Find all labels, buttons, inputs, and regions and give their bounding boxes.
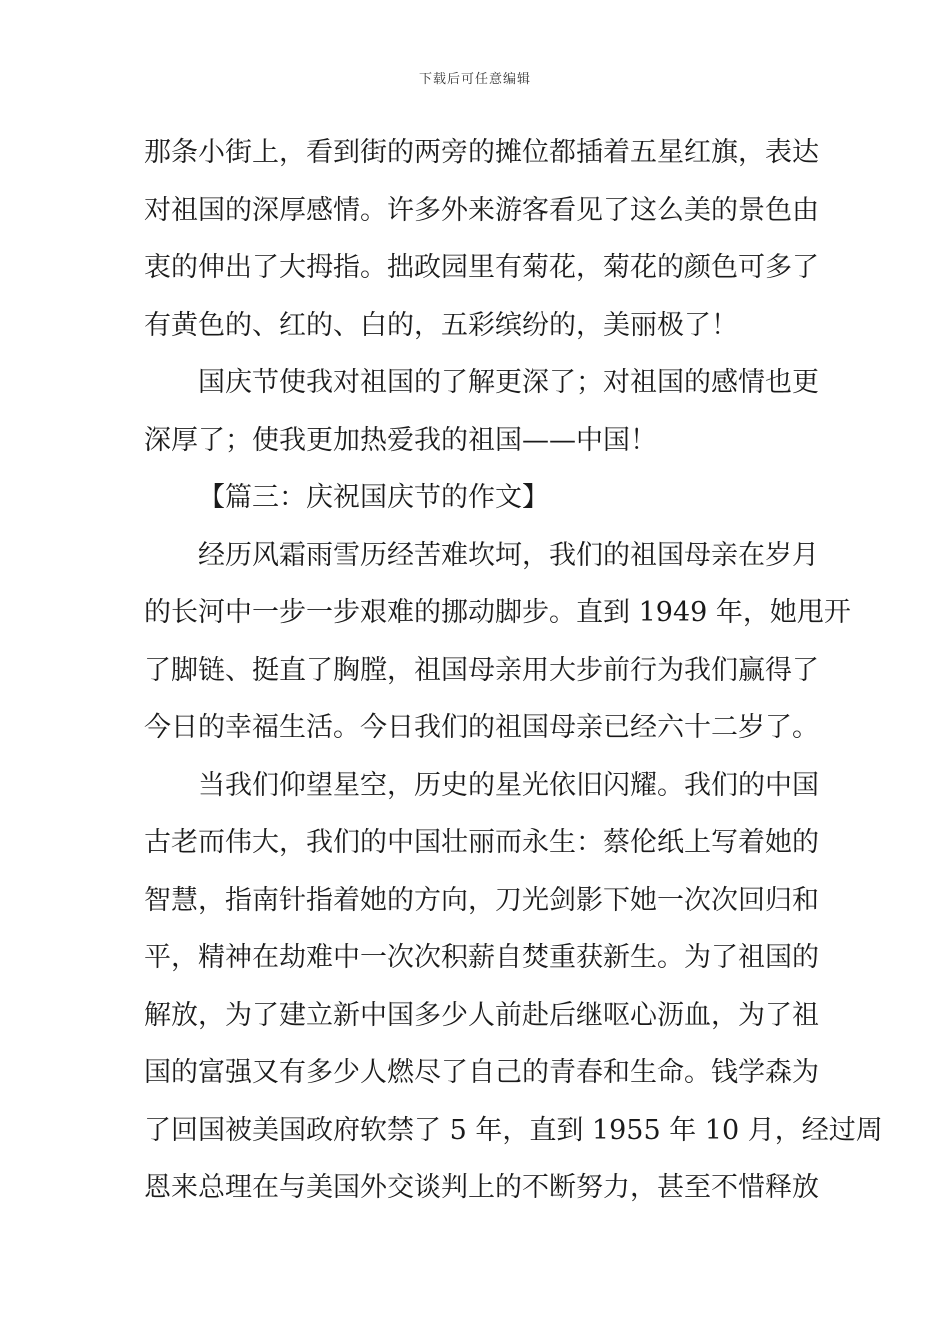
text-line: 有黄色的、红的、白的，五彩缤纷的，美丽极了！ (144, 309, 738, 341)
page-header-note: 下载后可任意编辑 (418, 72, 531, 87)
text-line: 平，精神在劫难中一次次积薪自焚重获新生。为了祖国的 (144, 942, 819, 973)
text-line: 深厚了；使我更加热爱我的祖国——中国！ (144, 424, 657, 456)
text-line: 经历风霜雨雪历经苦难坎坷，我们的祖国母亲在岁月 (198, 539, 819, 571)
text-line: 的长河中一步一步艰难的挪动脚步。直到 1949 年，她甩开 (144, 597, 851, 628)
text-line: 那条小街上，看到街的两旁的摊位都插着五星红旗，表达 (144, 137, 819, 168)
text-line: 国庆节使我对祖国的了解更深了；对祖国的感情也更 (198, 367, 819, 398)
document-body (144, 124, 883, 1217)
text-line: 了回国被美国政府软禁了 5 年，直到 1955 年 10 月，经过周 (144, 1114, 883, 1146)
text-line: 恩来总理在与美国外交谈判上的不断努力，甚至不惜释放 (144, 1172, 819, 1203)
text-line: 今日的幸福生活。今日我们的祖国母亲已经六十二岁了。 (144, 712, 819, 743)
text-line: 了脚链、挺直了胸膛，祖国母亲用大步前行为我们赢得了 (144, 654, 819, 686)
section-heading: 【篇三：庆祝国庆节的作文】 (198, 482, 549, 513)
text-line: 对祖国的深厚感情。许多外来游客看见了这么美的景色由 (144, 194, 819, 226)
text-line: 衷的伸出了大拇指。拙政园里有菊花，菊花的颜色可多了 (144, 252, 819, 283)
text-line: 古老而伟大，我们的中国壮丽而永生：蔡伦纸上写着她的 (144, 827, 819, 858)
text-line: 当我们仰望星空，历史的星光依旧闪耀。我们的中国 (198, 769, 819, 801)
text-line: 国的富强又有多少人燃尽了自己的青春和生命。钱学森为 (144, 1057, 819, 1088)
text-line: 智慧，指南针指着她的方向，刀光剑影下她一次次回归和 (144, 884, 819, 916)
text-line: 解放，为了建立新中国多少人前赴后继呕心沥血，为了祖 (144, 999, 819, 1031)
